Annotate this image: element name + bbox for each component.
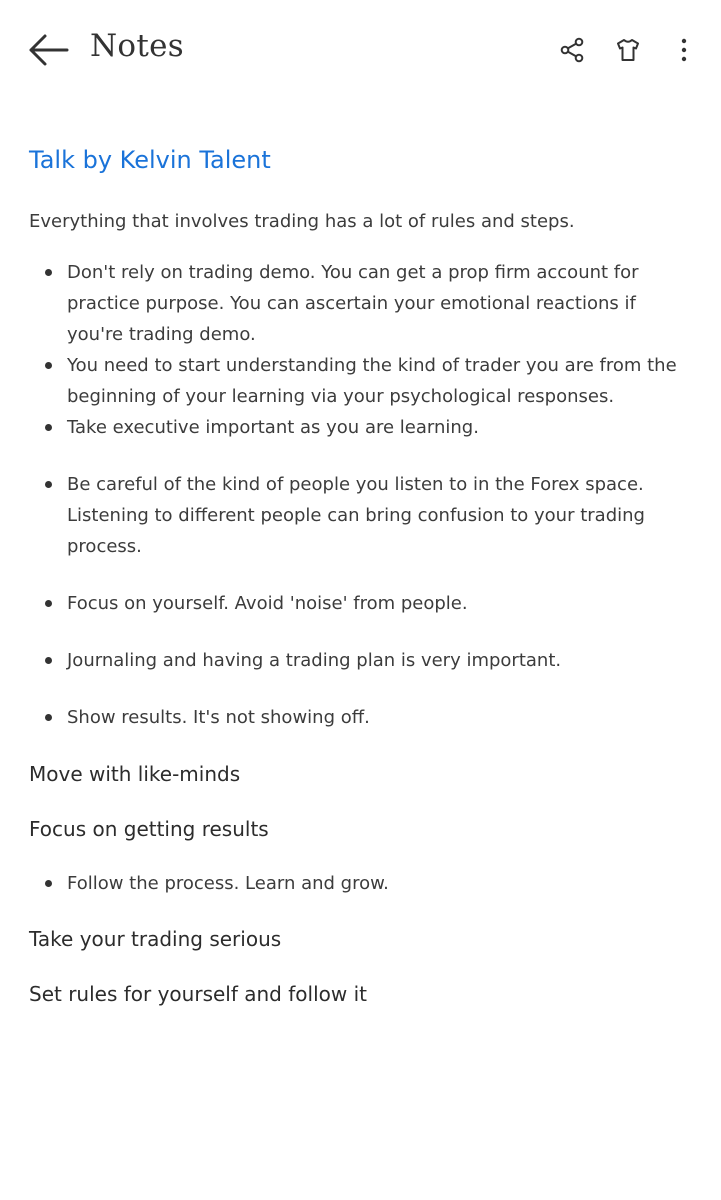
list-item: Focus on yourself. Avoid 'noise' from people.: [67, 588, 694, 619]
section-heading: Set rules for yourself and follow it: [29, 982, 367, 1006]
list-item: Don't rely on trading demo. You can get a prop firm account for practice purpose. You can ascertain your emotional reactions if you're trading demo.: [67, 257, 694, 350]
list-item: Follow the process. Learn and grow.: [67, 868, 694, 899]
bullet-list: [29, 257, 694, 733]
more-button[interactable]: [666, 32, 702, 68]
more-vert-icon: [680, 38, 688, 62]
note-intro: Everything that involves trading has a lot of rules and steps.: [29, 211, 575, 232]
list-item: Show results. It's not showing off.: [67, 702, 694, 733]
shirt-icon: [615, 37, 641, 63]
list-item: You need to start understanding the kind of trader you are from the beginning of your learning via your psychological responses.: [67, 350, 694, 412]
app-bar: [0, 0, 721, 100]
share-icon: [559, 37, 585, 63]
list-item: Journaling and having a trading plan is very important.: [67, 645, 694, 676]
note-body[interactable]: [29, 140, 694, 1009]
app-title: Notes: [90, 28, 185, 64]
section-heading: Move with like-minds: [29, 762, 241, 786]
section-heading: Focus on getting results: [29, 817, 269, 841]
arrow-left-icon: [27, 33, 69, 67]
theme-button[interactable]: [610, 32, 646, 68]
note-title: Talk by Kelvin Talent: [29, 146, 271, 174]
back-button[interactable]: [26, 30, 70, 70]
list-item: Take executive important as you are learning.: [67, 412, 694, 443]
share-button[interactable]: [554, 32, 590, 68]
list-item: Be careful of the kind of people you listen to in the Forex space. Listening to different people can bring confusion to your trading process.: [67, 469, 694, 562]
bullet-list: [29, 868, 694, 899]
section-heading: Take your trading serious: [29, 927, 282, 951]
